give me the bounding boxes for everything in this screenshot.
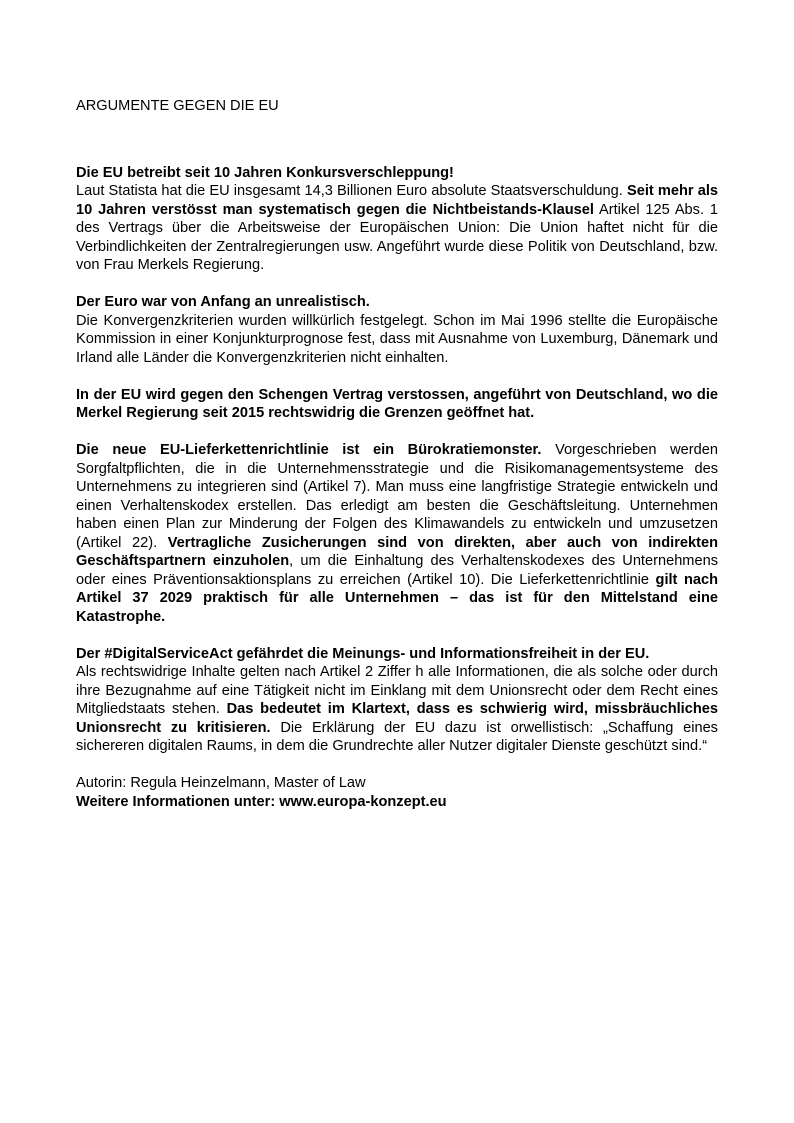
section-text: Als rechtswidrige Inhalte gelten nach Artikel 2 Ziffer h alle Informationen, die als solche oder durch ihre Bezugnahme auf eine Tätigkeit nicht im Einklang mit dem Unionsrecht oder dem Recht eines Mitgliedstaats stehen. [76, 664, 718, 717]
section-heading: Der #DigitalServiceAct gefährdet die Meinungs- und Informationsfreiheit in der EU. [76, 645, 650, 662]
spacer [76, 626, 718, 645]
section-emphasis: Vertragliche Zusicherungen sind von direkten, aber auch von indirekten Geschäftspartnern einzuholen [76, 534, 718, 569]
section-text: Die Erklärung der EU dazu ist orwellistisch: „Schaffung eines sichereren digitalen Raums, in dem die Grundrechte aller Nutzer digitaler Dienste geschützt sind.“ [76, 719, 718, 754]
section-heading: Die EU betreibt seit 10 Jahren Konkursverschleppung! [76, 164, 454, 181]
section-heading: In der EU wird gegen den Schengen Vertrag verstossen, angeführt von Deutschland, wo die Merkel Regierung seit 2015 rechtswidrig die Grenzen geöffnet hat. [76, 386, 718, 421]
spacer [76, 367, 718, 386]
author-line: Autorin: Regula Heinzelmann, Master of Law [76, 775, 366, 791]
spacer [76, 275, 718, 294]
document-title: ARGUMENTE GEGEN DIE EU [76, 98, 279, 114]
section-heading: Die neue EU-Lieferkettenrichtlinie ist ein Bürokratiemonster. [76, 442, 542, 458]
section-text: Vorgeschrieben werden Sorgfaltpflichten, die in die Unternehmensstrategie und die Risikomanagementsysteme des Unternehmens zu integrieren sind (Artikel 7). Man muss eine langfristige Strategie entwickeln und einen Verhaltenskodex erstellen. Das erledigt am besten die Geschäftsleitung. Unternehmen haben einen Plan zur Minderung der Folgen des Klimawandels zu entwickeln und umzusetzen (Artikel 22). [76, 442, 719, 551]
section-text: , um die Einhaltung des Verhaltenskodexes des Unternehmens oder eines Präventionsaktionsplans zu erreichen (Artikel 10). Die Lieferkettenrichtlinie [76, 553, 718, 588]
section-euro [76, 293, 718, 367]
section-text: Artikel 125 Abs. 1 des Vertrags über die Arbeitsweise der Europäischen Union: Die Union haftet nicht für die Verbindlichkeiten der Zentralregierungen usw. Angeführt wurde diese Politik von Deutschland, bzw. von Frau Merkels Regierung. [76, 201, 719, 273]
document-page [76, 97, 718, 811]
section-emphasis: Seit mehr als 10 Jahren verstösst man systematisch gegen die Nichtbeistands-Klausel [76, 183, 719, 218]
section-emphasis: Das bedeutet im Klartext, dass es schwierig wird, missbräuchliches Unionsrecht zu kritisieren. [76, 701, 718, 736]
spacer [76, 116, 718, 164]
spacer [76, 423, 718, 442]
section-emphasis: gilt nach Artikel 37 2029 praktisch für alle Unternehmen – das ist für den Mittelstand eine Katastrophe. [76, 571, 719, 625]
section-dsa [76, 645, 718, 756]
section-text: Die Konvergenzkriterien wurden willkürlich festgelegt. Schon im Mai 1996 stellte die Europäische Kommission in einer Konjunkturprognose fest, dass mit Ausnahme von Luxemburg, Dänemark und Irland alle Länder die Konvergenzkriterien nicht einhalten. [76, 312, 718, 366]
footer [76, 774, 718, 811]
spacer [76, 756, 718, 775]
info-line: Weitere Informationen unter: www.europa-konzept.eu [76, 793, 447, 810]
section-supply-chain [76, 441, 718, 626]
section-heading: Der Euro war von Anfang an unrealistisch. [76, 294, 370, 310]
section-text: Laut Statista hat die EU insgesamt 14,3 Billionen Euro absolute Staatsverschuldung. [76, 183, 627, 199]
section-schengen [76, 386, 718, 423]
section-debt [76, 164, 718, 275]
